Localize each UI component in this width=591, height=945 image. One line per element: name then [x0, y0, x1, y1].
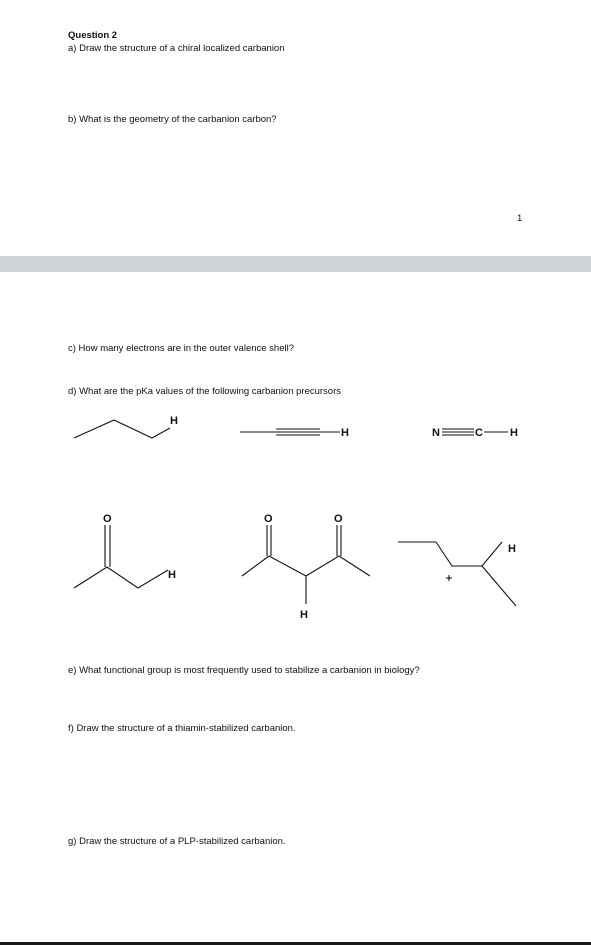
butanone-o-label: O: [103, 513, 112, 525]
question-title: Question 2: [68, 30, 118, 41]
branched-alkane-structure: [396, 528, 536, 618]
diketone-structure: [238, 508, 388, 621]
diketone-o1-label: O: [264, 513, 273, 525]
page-2: [0, 272, 591, 942]
branched-h-label: H: [508, 543, 516, 555]
propane-structure: [70, 412, 190, 452]
question-b: b) What is the geometry of the carbanion carbon?: [68, 114, 277, 125]
alkyne-structure: [238, 420, 368, 444]
hcn-structure: [432, 420, 532, 444]
question-a: a) Draw the structure of a chiral localized carbanion: [68, 43, 285, 54]
hcn-c-label: C: [475, 427, 483, 439]
question-g: g) Draw the structure of a PLP-stabilized carbanion.: [68, 836, 286, 847]
alkyne-h-label: H: [341, 427, 349, 439]
butanone-h-label: H: [168, 569, 176, 581]
propane-h-label: H: [170, 415, 178, 427]
butanone-structure: [70, 508, 190, 598]
hcn-h-label: H: [510, 427, 518, 439]
page-number: 1: [517, 213, 523, 224]
question-d: d) What are the pKa values of the following carbanion precursors: [68, 386, 342, 397]
diketone-h-label: H: [300, 609, 308, 621]
question-c: c) How many electrons are in the outer valence shell?: [68, 343, 295, 354]
diketone-o2-label: O: [334, 513, 343, 525]
question-e: e) What functional group is most frequently used to stabilize a carbanion in biology?: [68, 665, 420, 676]
page-1: [0, 0, 591, 256]
page-divider: [0, 256, 591, 272]
hcn-n-label: N: [432, 427, 440, 439]
question-f: f) Draw the structure of a thiamin-stabilized carbanion.: [68, 723, 296, 734]
